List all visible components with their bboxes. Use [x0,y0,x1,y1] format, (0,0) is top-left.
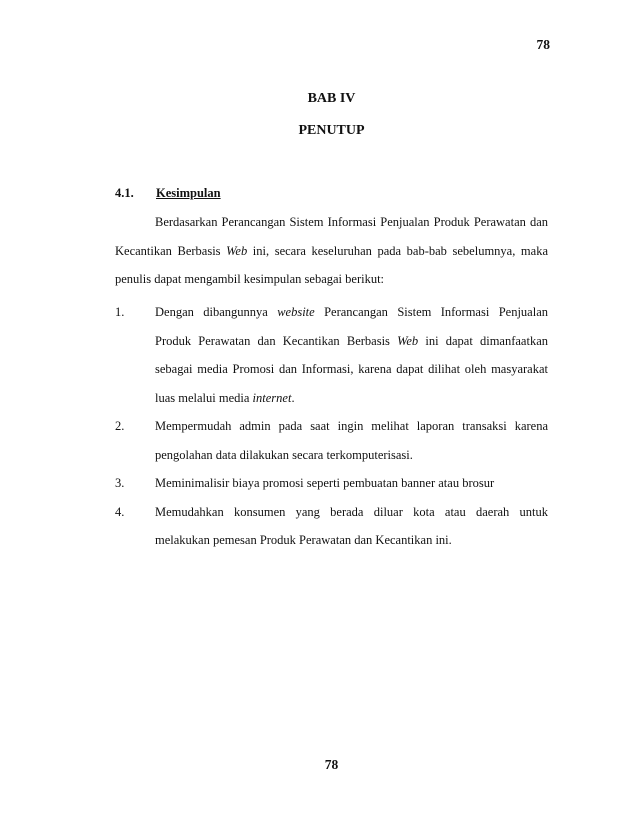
list-text: Dengan dibangunnya [155,305,278,319]
list-item [115,412,548,469]
page-number-top: 78 [536,37,550,52]
page-number-bottom: 78 [324,757,339,772]
list-item [115,469,548,498]
list-emphasis: internet [252,390,292,405]
list-emphasis: Web [397,333,419,348]
list-item [115,498,548,555]
list-text: Memudahkan konsumen yang berada diluar kota atau daerah untuk melakukan pemesan Produk Perawatan dan Kecantikan ini. [155,504,548,547]
section-label: Kesimpulan [156,186,221,200]
intro-paragraph [115,208,548,294]
list-text: ini dapat dimanfaatkan sebagai media Promosi dan Informasi, karena dapat dilihat oleh masyarakat luas melalui media [155,333,548,405]
list-marker: 1. [115,305,125,319]
list-text: Mempermudah admin pada saat ingin melihat laporan transaksi karena pengolahan data dilakukan secara terkomputerisasi. [155,419,548,462]
list-marker: 4. [115,504,125,519]
conclusion-list [115,298,548,555]
list-text: Perancangan Sistem Informasi Penjualan Produk Perawatan dan Kecantikan Berbasis [155,305,548,348]
chapter-heading: BAB IV [307,91,356,106]
section-number: 4.1. [115,186,134,200]
list-marker: 3. [115,476,125,490]
section-heading [115,186,221,201]
chapter-title: PENUTUP [298,123,365,138]
intro-text-after: ini, secara keseluruhan pada bab-bab sebelumnya, maka penulis dapat mengambil kesimpulan sebagai berikut: [115,243,548,286]
list-text: Meminimalisir biaya promosi seperti pembuatan banner atau brosur [155,476,495,490]
list-text: . [291,390,295,405]
list-marker: 2. [115,419,125,433]
intro-emphasis: Web [226,243,248,258]
list-emphasis: website [277,305,315,319]
intro-text: Berdasarkan Perancangan Sistem Informasi Penjualan Produk Perawatan dan Kecantikan Berbasis [115,215,548,258]
list-item [115,298,548,412]
